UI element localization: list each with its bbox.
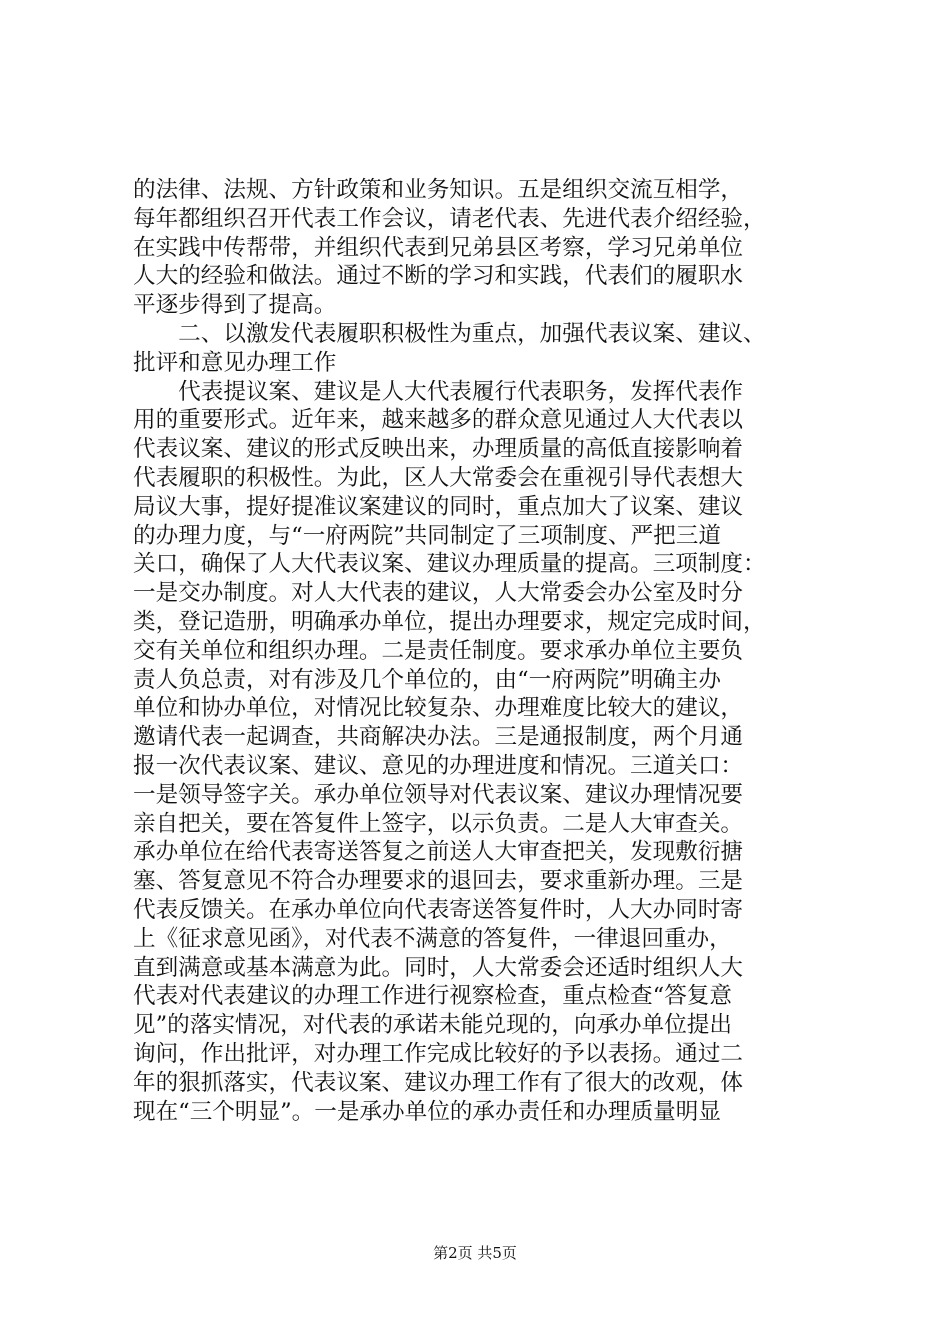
text-line: 在实践中传帮带，并组织代表到兄弟县区考察，学习兄弟单位 (133, 234, 744, 261)
text-line: 邀请代表一起调查，共商解决办法。三是通报制度，两个月通 (133, 724, 744, 751)
text-line: 询问，作出批评，对办理工作完成比较好的予以表扬。通过二 (133, 1040, 744, 1067)
text-line: 上《征求意见函》，对代表不满意的答复件，一律退回重办， (133, 925, 732, 952)
text-line: 责人负总责，对有涉及几个单位的，由“一府两院”明确主办 (133, 666, 721, 693)
text-line: 代表提议案、建议是人大代表履行代表职务，发挥代表作 (133, 378, 744, 405)
text-line: 见”的落实情况，对代表的承诺未能兑现的，向承办单位提出 (133, 1012, 732, 1039)
text-line: 现在“三个明显”。一是承办单位的承办责任和办理质量明显 (133, 1098, 721, 1125)
text-line: 平逐步得到了提高。 (133, 292, 337, 319)
text-line: 交有关单位和组织办理。二是责任制度。要求承办单位主要负 (133, 637, 744, 664)
document-body (133, 176, 833, 1126)
text-line: 的办理力度，与“一府两院”共同制定了三项制度、严把三道 (133, 522, 721, 549)
text-line: 批评和意见办理工作 (133, 349, 337, 376)
text-line: 代表对代表建议的办理工作进行视察检查，重点检查“答复意 (133, 983, 732, 1010)
text-line: 用的重要形式。近年来，越来越多的群众意见通过人大代表以 (133, 407, 744, 434)
text-line: 亲自把关，要在答复件上签字，以示负责。二是人大审查关。 (133, 810, 744, 837)
text-line: 每年都组织召开代表工作会议，请老代表、先进代表介绍经验， (133, 205, 766, 232)
text-line: 代表议案、建议的形式反映出来，办理质量的高低直接影响着 (133, 436, 744, 463)
text-line: 关口，确保了人大代表议案、建议办理质量的提高。三项制度： (133, 551, 766, 578)
text-line: 年的狠抓落实，代表议案、建议办理工作有了很大的改观，体 (133, 1069, 744, 1096)
text-line: 报一次代表议案、建议、意见的办理进度和情况。三道关口： (133, 752, 744, 779)
text-line: 一是领导签字关。承办单位领导对代表议案、建议办理情况要 (133, 781, 744, 808)
text-line: 的法律、法规、方针政策和业务知识。五是组织交流互相学， (133, 177, 744, 203)
text-line: 代表反馈关。在承办单位向代表寄送答复件时，人大办同时寄 (133, 896, 744, 923)
text-line: 人大的经验和做法。通过不断的学习和实践，代表们的履职水 (133, 263, 744, 290)
text-line: 塞、答复意见不符合办理要求的退回去，要求重新办理。三是 (133, 868, 744, 895)
text-line: 一是交办制度。对人大代表的建议，人大常委会办公室及时分 (133, 580, 744, 607)
text-line: 类，登记造册，明确承办单位，提出办理要求，规定完成时间， (133, 608, 766, 635)
page-footer: 第2页 共5页 (433, 1244, 517, 1262)
text-line: 局议大事，提好提准议案建议的同时，重点加大了议案、建议 (133, 493, 744, 520)
text-line: 代表履职的积极性。为此，区人大常委会在重视引导代表想大 (133, 464, 744, 491)
text-line: 单位和协办单位，对情况比较复杂、办理难度比较大的建议， (133, 695, 744, 722)
text-line: 直到满意或基本满意为此。同时，人大常委会还适时组织人大 (133, 954, 744, 981)
text-line: 承办单位在给代表寄送答复之前送人大审查把关，发现敷衍搪 (133, 839, 744, 866)
text-line: 二、以激发代表履职积极性为重点，加强代表议案、建议、 (133, 320, 766, 347)
